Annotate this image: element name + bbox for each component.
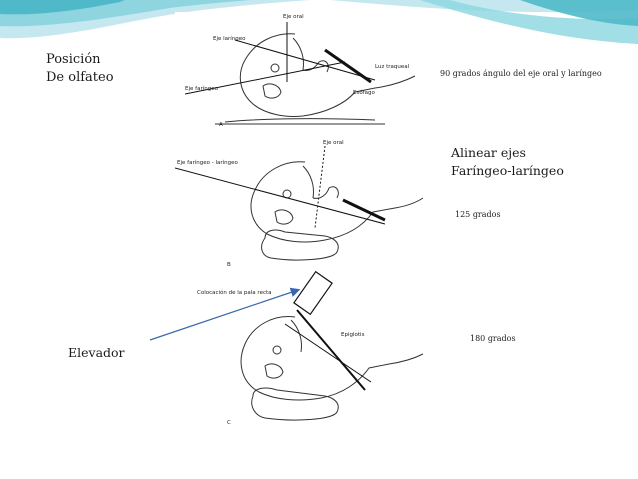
label-panel-c: C [227, 420, 231, 426]
label-panel-b: B [227, 262, 231, 268]
note-90-degrees: 90 grados ángulo del eje oral y laríngeo [440, 69, 602, 78]
align-axes-subtitle: Faríngeo-laríngeo [451, 163, 564, 178]
title-sniffing: De olfateo [46, 70, 114, 85]
label-eje-oral-a: Eje oral [283, 14, 304, 20]
label-colocacion-pala: Colocación de la pala recta [197, 290, 272, 296]
title-position: Posición [46, 52, 101, 67]
note-125-degrees: 125 grados [455, 210, 501, 219]
label-eje-oral-b: Eje oral [323, 140, 344, 146]
label-eje-laringeo: Eje laríngeo [213, 36, 246, 42]
label-luz-traqueal: Luz traqueal [375, 64, 410, 70]
align-axes-title: Alinear ejes [451, 145, 526, 160]
label-esofago: Esófago [353, 90, 375, 96]
elevator-label: Elevador [68, 345, 125, 360]
label-eje-faringeo: Eje faríngeo [185, 86, 218, 92]
note-180-degrees: 180 grados [470, 334, 516, 343]
label-eje-faringo-laringeo: Eje faríngeo - laríngeo [177, 160, 238, 166]
label-panel-a: A [219, 122, 223, 128]
label-epiglotis: Epiglotis [341, 332, 365, 338]
